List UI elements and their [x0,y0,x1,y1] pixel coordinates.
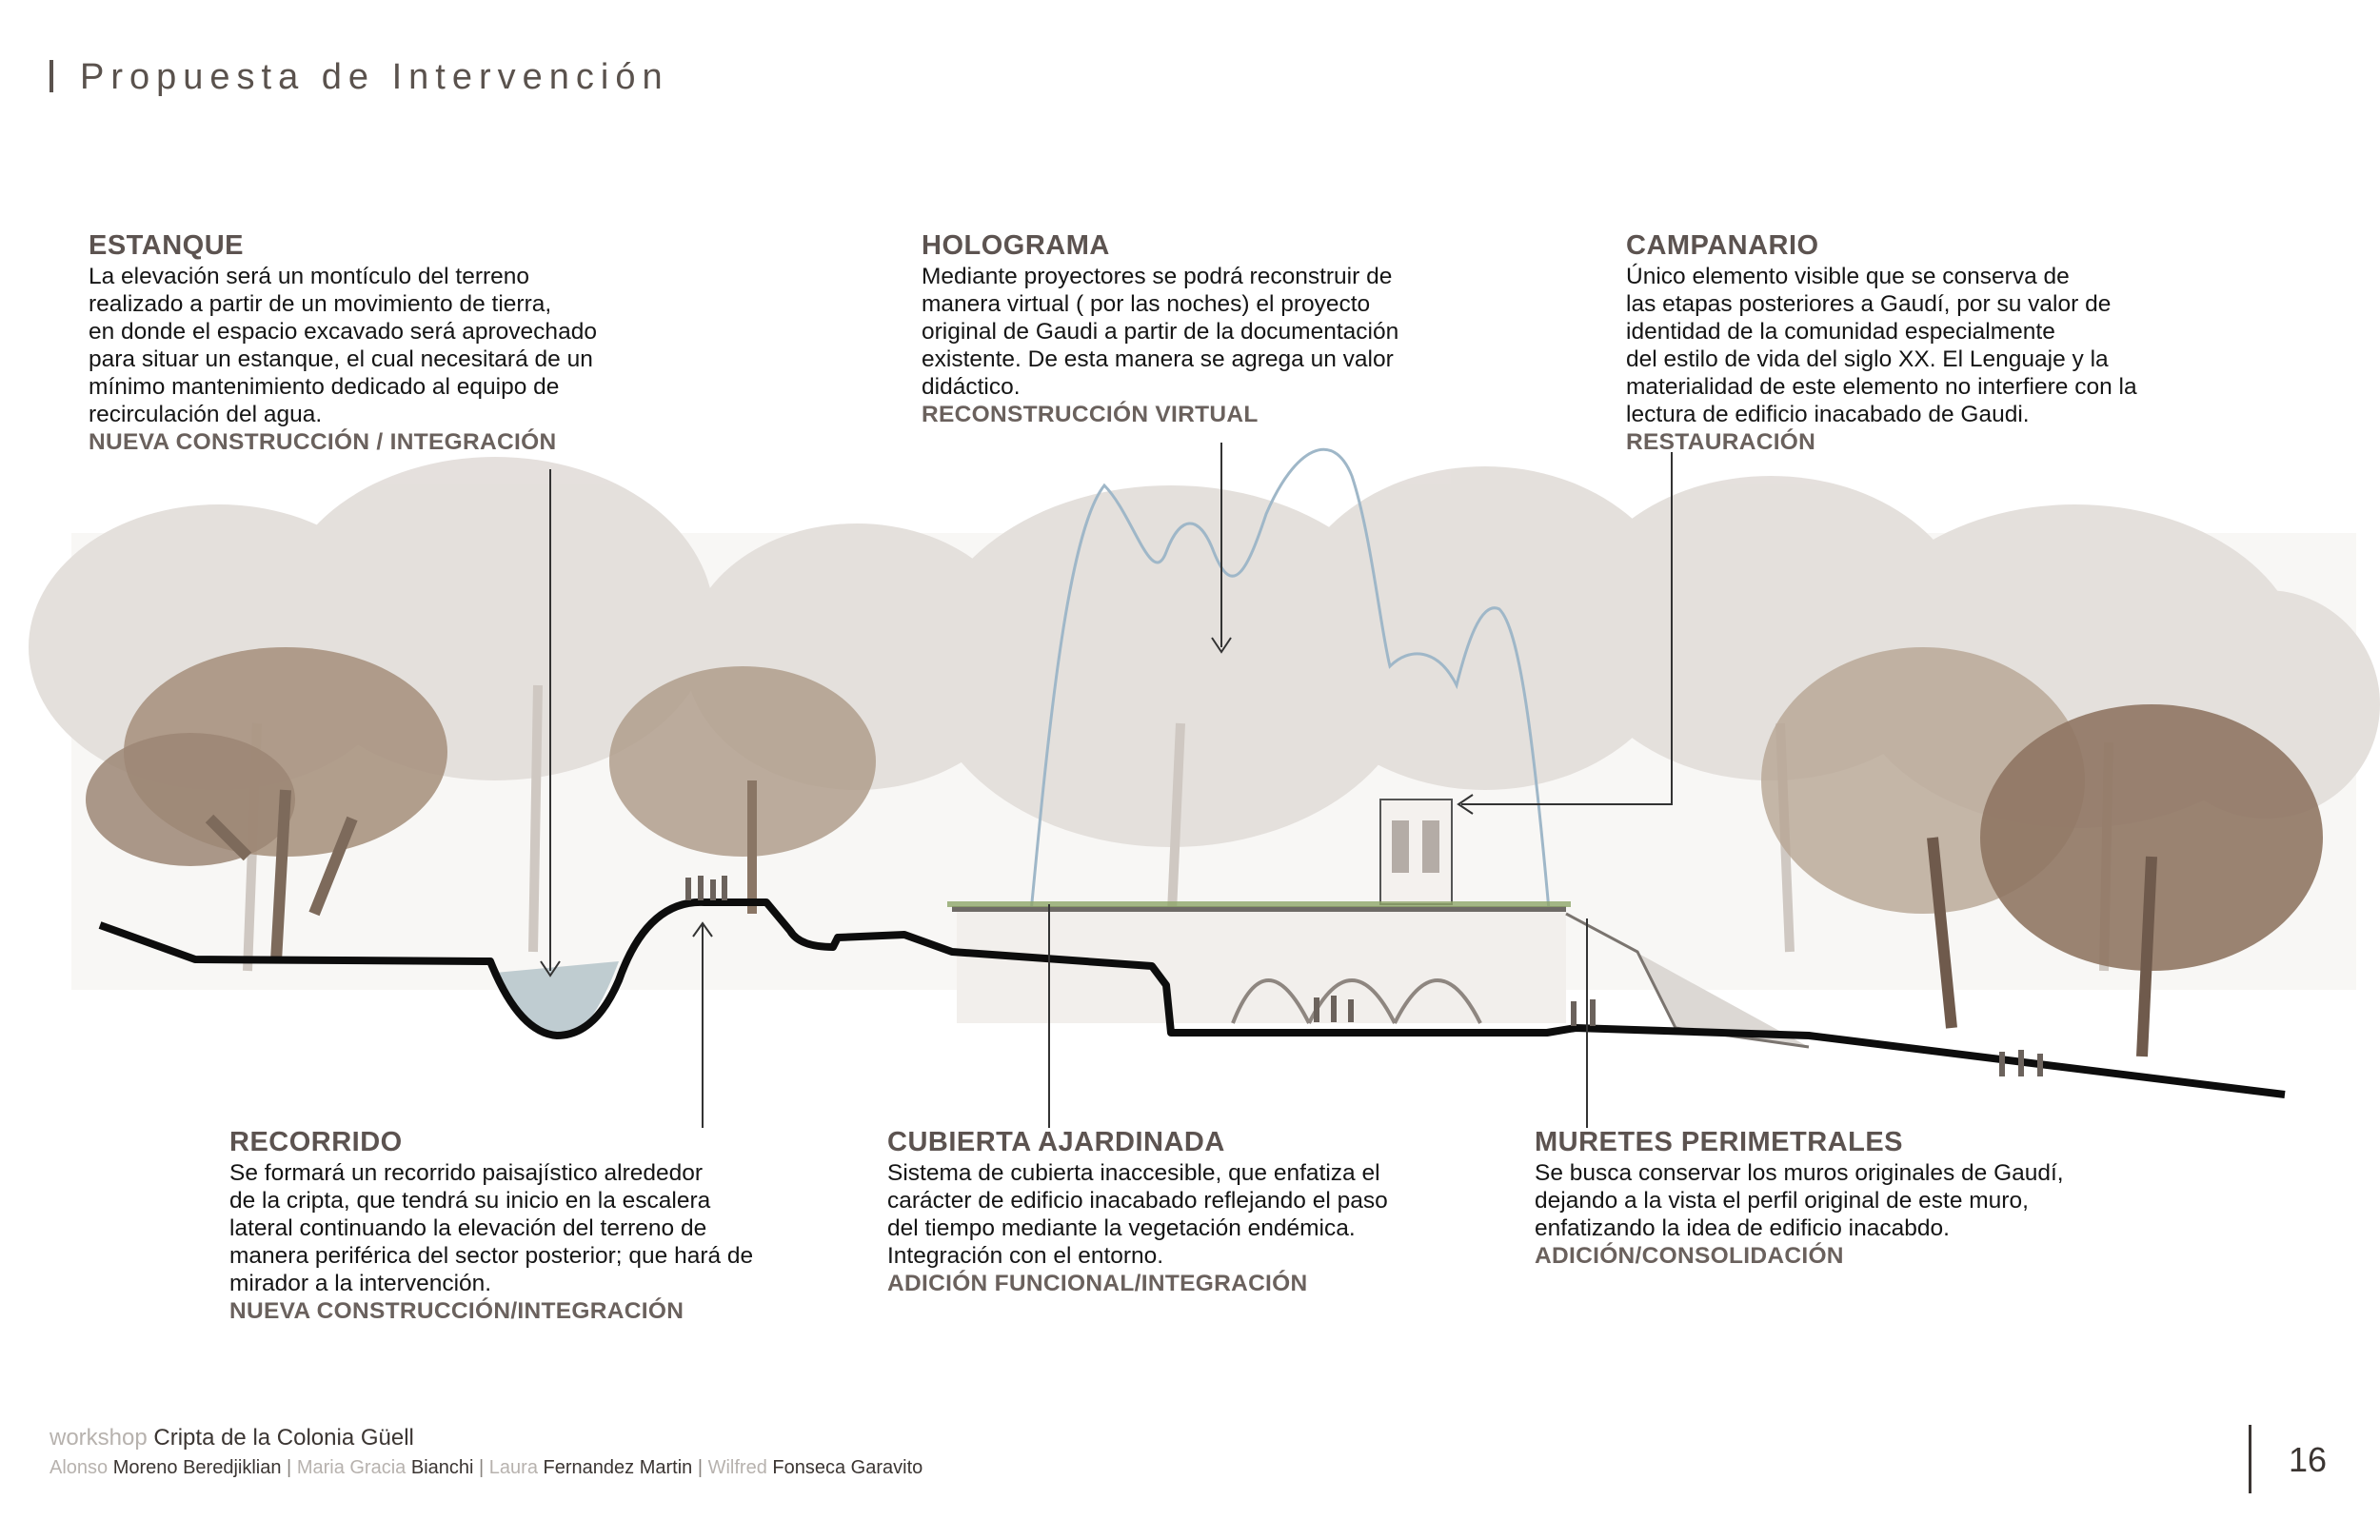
page-number-divider [2249,1425,2251,1493]
author-first: Alonso [50,1457,109,1478]
note-title: RECORRIDO [229,1127,403,1157]
note-title: CUBIERTA AJARDINADA [887,1127,1225,1157]
footer-authors [50,1457,922,1479]
author-last: Fernandez Martin [543,1457,693,1478]
note-title: MURETES PERIMETRALES [1535,1127,1904,1157]
note-title: HOLOGRAMA [922,230,1110,261]
author-last: Fonseca Garavito [772,1457,923,1478]
author-last: Moreno Beredjiklian [112,1457,282,1478]
note-campanario [1626,232,2292,456]
page-number: 16 [2289,1440,2328,1479]
note-estanque [89,232,679,456]
note-tag: ADICIÓN FUNCIONAL/INTEGRACIÓN [887,1271,1308,1296]
note-body: Se busca conservar los muros originales de Gaudí, dejando a la vista el perfil original de este muro, enfatizando la idea de edificio inacabdo. [1535,1160,2064,1241]
author-separator: | [697,1457,704,1478]
footer-workshop [50,1425,414,1451]
workshop-name: Cripta de la Colonia Güell [153,1425,414,1451]
author-last: Bianchi [410,1457,474,1478]
note-tag: RESTAURACIÓN [1626,429,1816,455]
workshop-label: workshop [50,1425,148,1451]
author-first: Maria Gracia [296,1457,407,1478]
note-recorrido [229,1129,877,1325]
note-tag: RECONSTRUCCIÓN VIRTUAL [922,402,1259,427]
note-title: ESTANQUE [89,230,244,261]
note-body: Mediante proyectores se podrá reconstruir de manera virtual ( por las noches) el proyecto original de Gaudi a partir de la documentación existente. De esta manera se agrega un valor didáctico. [922,264,1399,400]
note-cubierta [887,1129,1497,1297]
author-separator: | [287,1457,292,1478]
note-body: Se formará un recorrido paisajístico alrededor de la cripta, que tendrá su inicio en la escalera lateral continuando la elevación del terreno de manera periférica del sector posterior; que hará de mirador a la intervención. [229,1160,754,1296]
note-tag: NUEVA CONSTRUCCIÓN/INTEGRACIÓN [229,1298,684,1324]
note-tag: ADICIÓN/CONSOLIDACIÓN [1535,1243,1844,1269]
note-body: Sistema de cubierta inaccesible, que enfatiza el carácter de edificio inacabado reflejando el paso del tiempo mediante la vegetación endémica. Integración con el entorno. [887,1160,1388,1269]
note-title: CAMPANARIO [1626,230,1819,261]
page-title: Propuesta de Intervención [80,57,669,97]
author-first: Laura [488,1457,538,1478]
note-muretes [1535,1129,2144,1270]
note-tag: NUEVA CONSTRUCCIÓN / INTEGRACIÓN [89,429,557,455]
author-first: Wilfred [707,1457,767,1478]
note-body: Único elemento visible que se conserva de las etapas posteriores a Gaudí, por su valor de identidad de la comunidad especialmente del estilo de vida del siglo XX. El Lenguaje y la materialidad de este elemento no interfiere con la lectura de edificio inacabado de Gaudi. [1626,264,2137,427]
author-separator: | [479,1457,485,1478]
note-holograma [922,232,1531,428]
note-body: La elevación será un montículo del terreno realizado a partir de un movimiento de tierra, en donde el espacio excavado será aprovechado para situar un estanque, el cual necesitará de un mínimo mantenimiento dedicado al equipo de recirculación del agua. [89,264,597,427]
